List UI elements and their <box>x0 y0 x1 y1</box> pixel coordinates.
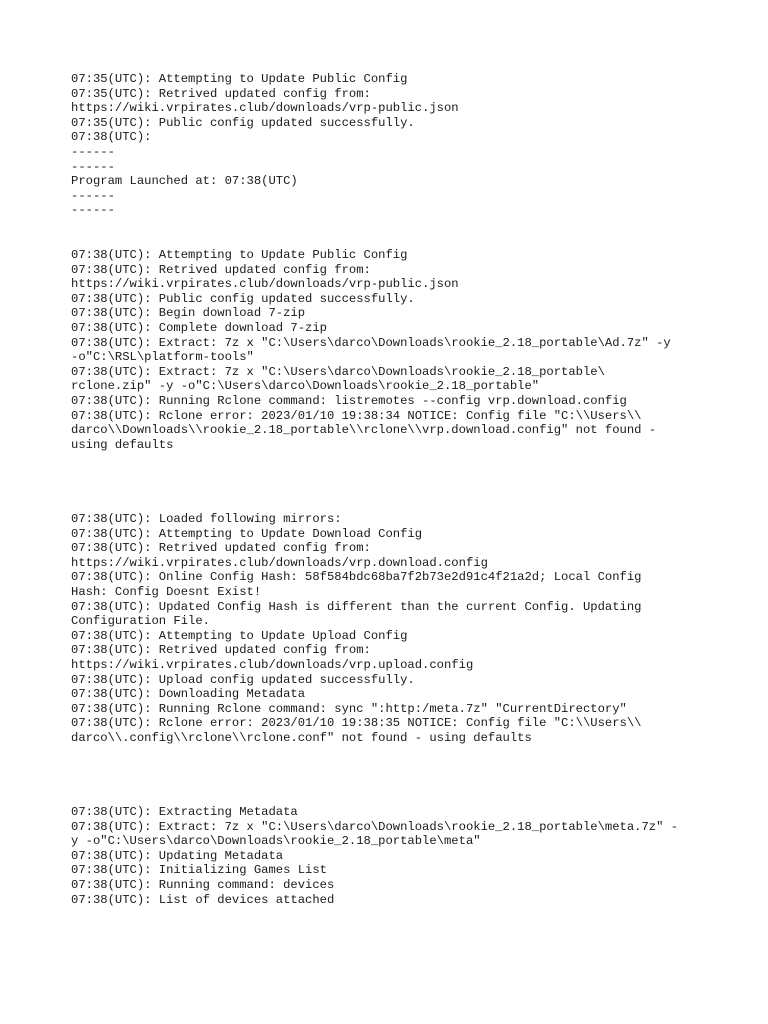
log-line: 07:38(UTC): Public config updated successfully. <box>71 291 415 306</box>
log-line: 07:35(UTC): Attempting to Update Public Config <box>71 72 408 86</box>
log-line: -o"C:\RSL\platform-tools" <box>71 350 254 365</box>
log-line: Program Launched at: 07:38(UTC) <box>71 174 298 189</box>
log-line: ------ <box>71 144 115 159</box>
log-line: 07:38(UTC): Updating Metadata <box>71 848 284 863</box>
log-line: 07:38(UTC): Downloading Metadata <box>71 687 306 702</box>
log-line: 07:38(UTC): Attempting to Update Upload Config <box>71 628 408 643</box>
log-line: 07:38(UTC): Extracting Metadata <box>71 805 298 819</box>
log-line: https://wiki.vrpirates.club/downloads/vrp-public.json <box>71 277 459 292</box>
log-line: rclone.zip" -y -o"C:\Users\darco\Downloads\rookie_2.18_portable" <box>71 379 540 394</box>
log-line: 07:38(UTC): Attempting to Update Public Config <box>71 248 408 262</box>
log-line: 07:38(UTC): Running Rclone command: sync ":http:/meta.7z" "CurrentDirectory" <box>71 701 627 716</box>
log-line: 07:38(UTC): Loaded following mirrors: <box>71 512 342 526</box>
log-line: https://wiki.vrpirates.club/downloads/vrp-public.json <box>71 101 459 116</box>
log-line: using defaults <box>71 437 174 452</box>
log-line: 07:38(UTC): Extract: 7z x "C:\Users\darco\Downloads\rookie_2.18_portable\Ad.7z" -y <box>71 335 671 350</box>
log-line: 07:38(UTC): Retrived updated config from: <box>71 262 371 277</box>
log-line: https://wiki.vrpirates.club/downloads/vrp.download.config <box>71 555 488 570</box>
log-line: 07:38(UTC): Upload config updated successfully. <box>71 672 415 687</box>
log-line: ------ <box>71 203 115 218</box>
log-line: Configuration File. <box>71 614 210 629</box>
log-line: 07:35(UTC): Retrived updated config from: <box>71 86 371 101</box>
log-line: 07:38(UTC): List of devices attached <box>71 892 335 907</box>
log-line: 07:38(UTC): Running command: devices <box>71 877 335 892</box>
log-block-3 <box>71 512 641 746</box>
log-line: 07:35(UTC): Public config updated successfully. <box>71 115 415 130</box>
log-block-4 <box>71 805 678 907</box>
log-line: 07:38(UTC): Extract: 7z x "C:\Users\darco\Downloads\rookie_2.18_portable\meta.7z" - <box>71 819 679 834</box>
log-block-2 <box>71 248 671 452</box>
log-line: darco\\Downloads\\rookie_2.18_portable\\rclone\\vrp.download.config" not found - <box>71 423 657 438</box>
log-line: 07:38(UTC): Initializing Games List <box>71 863 327 878</box>
log-line: 07:38(UTC): Retrived updated config from: <box>71 643 371 658</box>
log-line: ------ <box>71 188 115 203</box>
log-line: y -o"C:\Users\darco\Downloads\rookie_2.18_portable\meta" <box>71 834 481 849</box>
log-line: 07:38(UTC): Rclone error: 2023/01/10 19:38:34 NOTICE: Config file "C:\\Users\\ <box>71 408 642 423</box>
log-line: 07:38(UTC): Attempting to Update Download Config <box>71 526 423 541</box>
log-line: 07:38(UTC): Complete download 7-zip <box>71 320 327 335</box>
log-line: 07:38(UTC): Begin download 7-zip <box>71 306 306 321</box>
log-line: Hash: Config Doesnt Exist! <box>71 584 262 599</box>
log-line: https://wiki.vrpirates.club/downloads/vrp.upload.config <box>71 657 474 672</box>
log-line: 07:38(UTC): Retrived updated config from: <box>71 541 371 556</box>
log-line: 07:38(UTC): Rclone error: 2023/01/10 19:38:35 NOTICE: Config file "C:\\Users\\ <box>71 716 642 731</box>
log-line: 07:38(UTC): Extract: 7z x "C:\Users\darco\Downloads\rookie_2.18_portable\ <box>71 364 605 379</box>
log-line: darco\\.config\\rclone\\rclone.conf" not found - using defaults <box>71 730 532 745</box>
log-line: ------ <box>71 159 115 174</box>
log-line: 07:38(UTC): <box>71 130 152 145</box>
log-block-1 <box>71 72 459 218</box>
log-line: 07:38(UTC): Running Rclone command: listremotes --config vrp.download.config <box>71 393 627 408</box>
log-line: 07:38(UTC): Updated Config Hash is different than the current Config. Updating <box>71 599 642 614</box>
log-line: 07:38(UTC): Online Config Hash: 58f584bdc68ba7f2b73e2d91c4f21a2d; Local Config <box>71 570 642 585</box>
